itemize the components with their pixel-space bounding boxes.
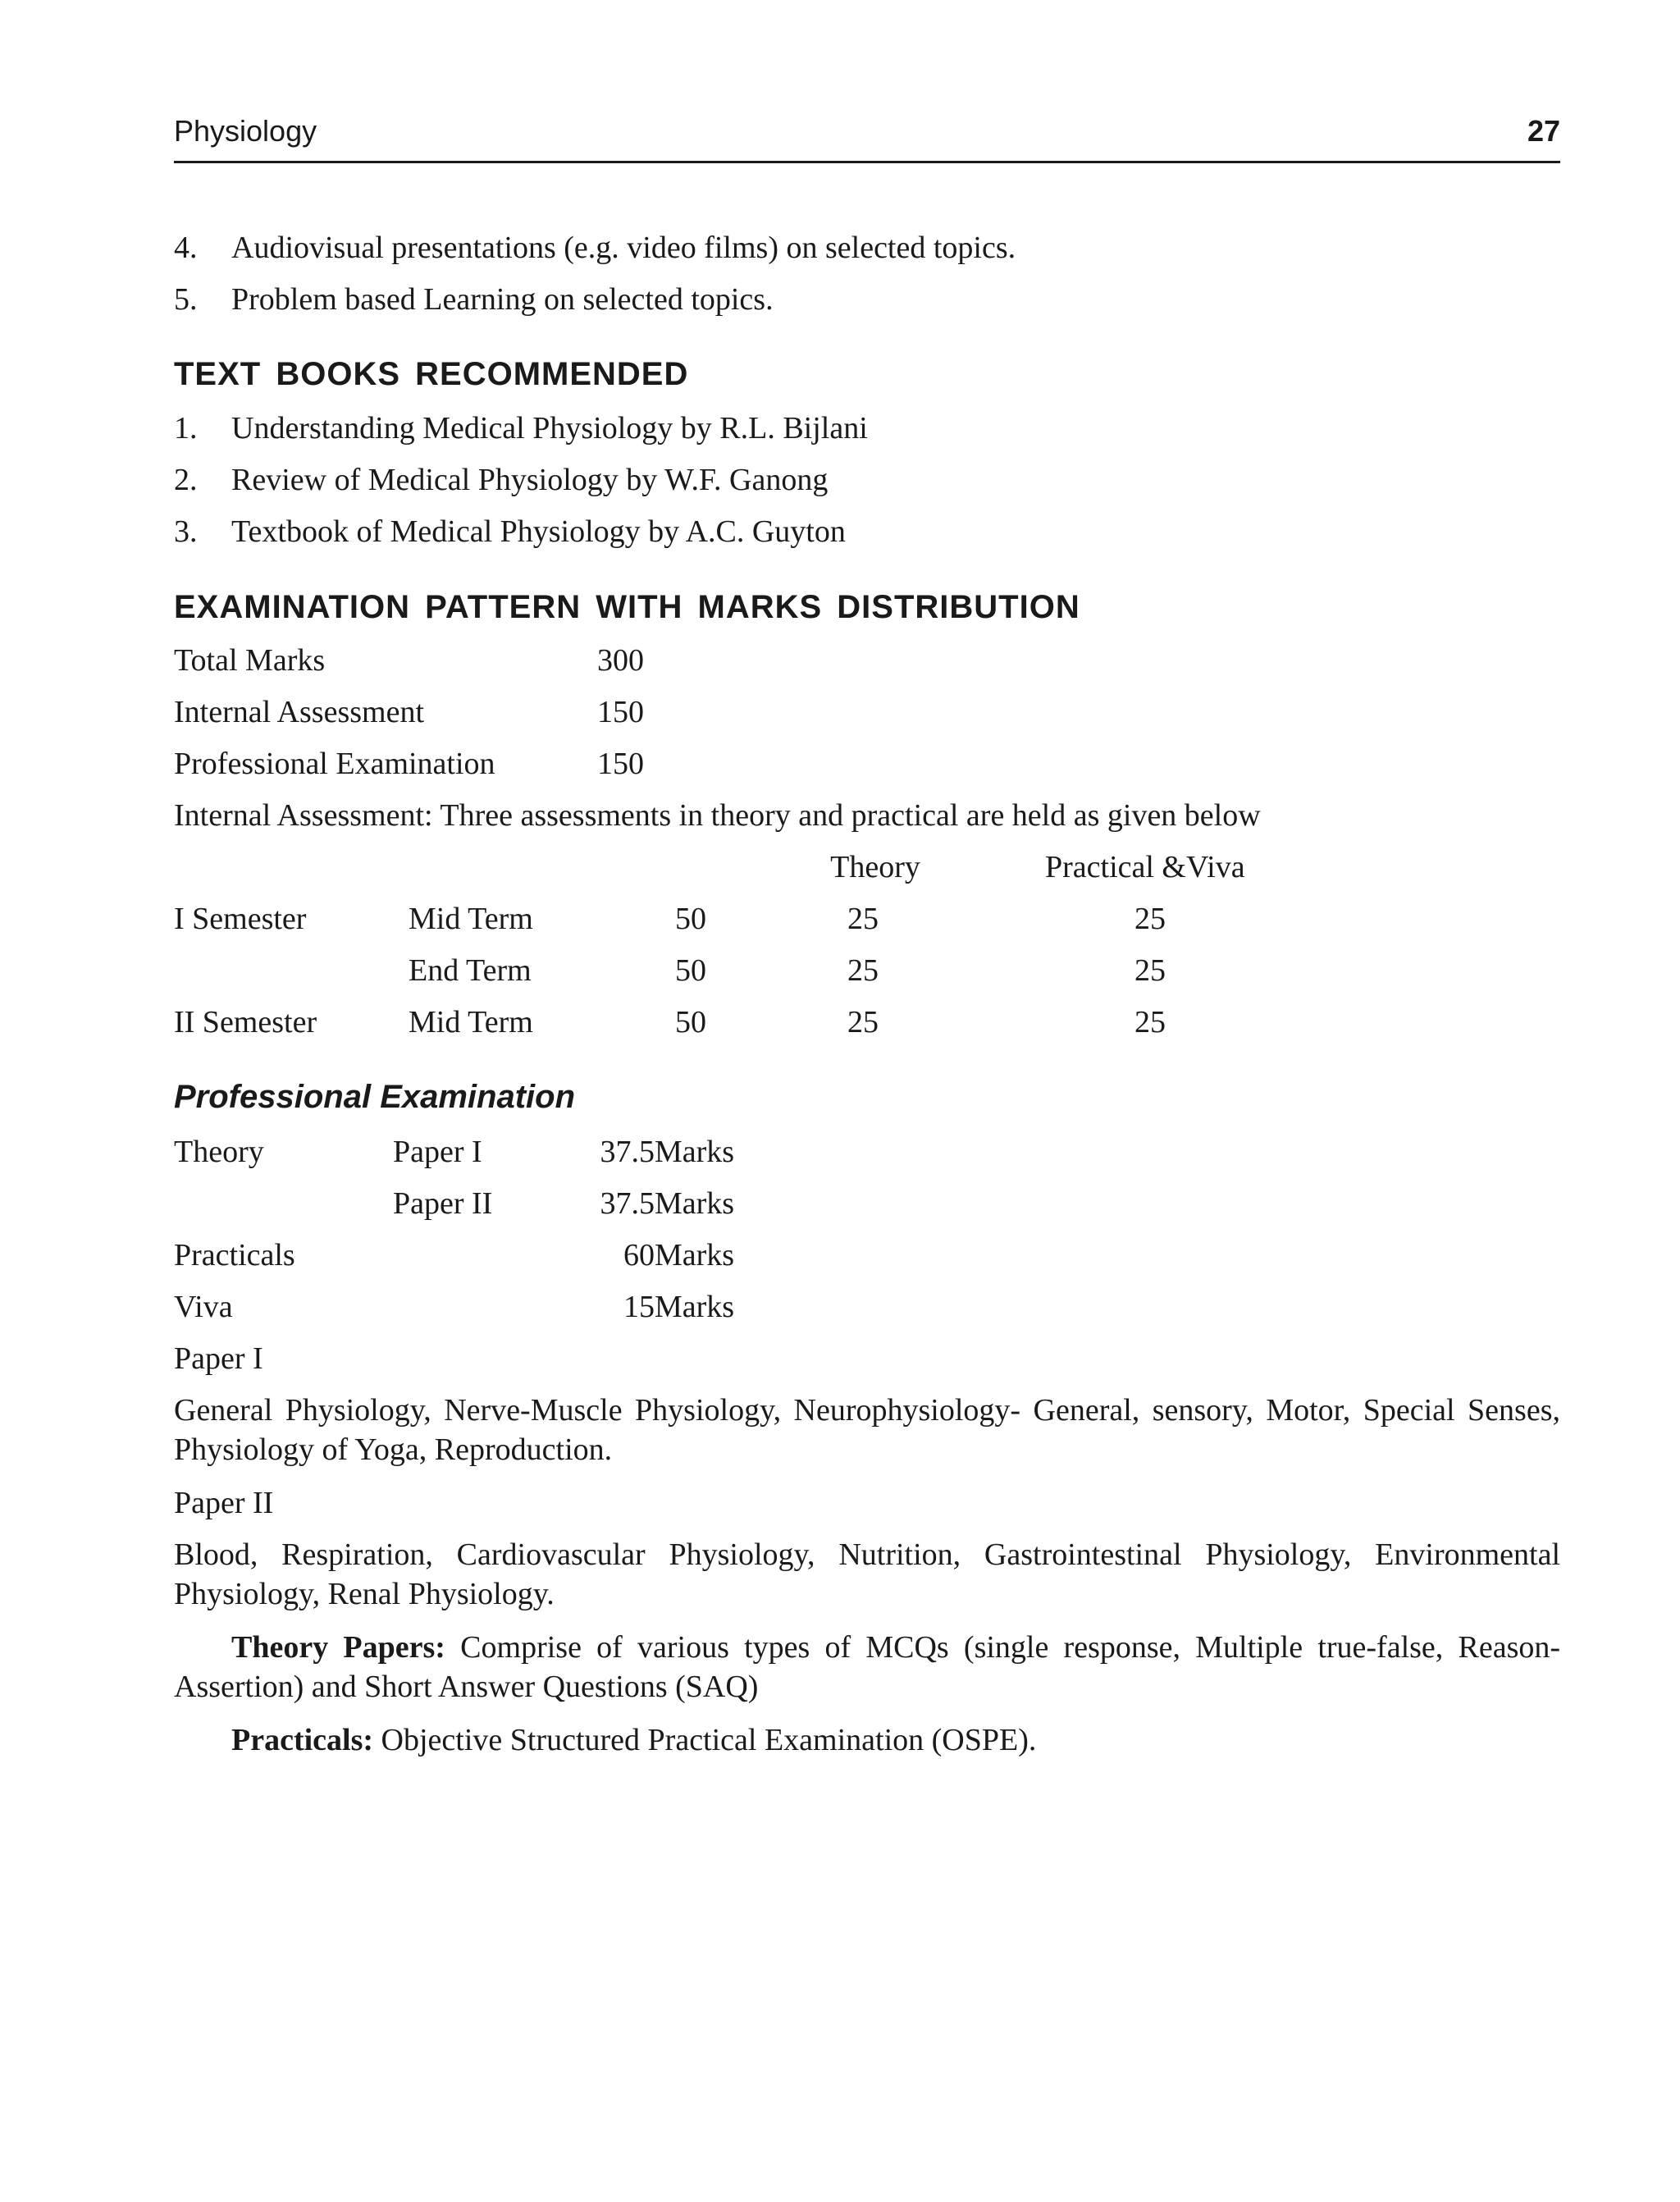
prof-unit-cell: Marks (655, 1238, 735, 1272)
paper-1-syllabus: General Physiology, Nerve-Muscle Physiology, Neurophysiology- General, sensory, Motor, Special Senses, Physiology of Yoga, Reproduction. (174, 1393, 1560, 1467)
exam-heading: EXAMINATION PATTERN WITH MARKS DISTRIBUTION (174, 589, 1080, 625)
totals-value: 150 (597, 695, 644, 729)
running-header (174, 108, 1560, 163)
totals-label: Total Marks (174, 643, 326, 678)
professional-exam-heading: Professional Examination (174, 1079, 576, 1115)
theory-papers-paragraph (174, 1628, 1560, 1706)
term-cell: Mid Term (409, 902, 533, 936)
total-cell: 50 (675, 953, 706, 988)
practical-cell: 25 (1134, 953, 1166, 988)
prof-paper-cell: Paper I (393, 1135, 482, 1169)
totals-value: 300 (597, 643, 644, 678)
theory-cell: 25 (847, 953, 879, 988)
theory-cell: 25 (847, 902, 879, 936)
prof-marks-cell: 15 (623, 1290, 655, 1324)
list-item-number: 5. (174, 282, 198, 317)
column-header-practical: Practical &Viva (1045, 850, 1245, 884)
list-item-number: 4. (174, 231, 198, 265)
prof-marks-cell: 60 (623, 1238, 655, 1272)
prof-paper-cell: Paper II (393, 1186, 493, 1221)
theory-papers-label: Theory Papers: (231, 1630, 445, 1665)
prof-label-cell: Theory (174, 1135, 264, 1169)
list-item-text: Review of Medical Physiology by W.F. Ganong (231, 463, 829, 497)
list-item-text: Textbook of Medical Physiology by A.C. Guyton (231, 514, 846, 549)
paper-1-title: Paper I (174, 1341, 263, 1376)
practicals-label: Practicals: (231, 1723, 374, 1757)
theory-papers-text: Comprise of various types of MCQs (single response, Multiple true-false, Reason-Assertion) and Short Answer Questions (SAQ) (174, 1630, 1561, 1704)
paper-2-syllabus: Blood, Respiration, Cardiovascular Physiology, Nutrition, Gastrointestinal Physiology, Environmental Physiology, Renal Physiology. (174, 1537, 1560, 1611)
list-item-number: 1. (174, 411, 198, 445)
list-item-text: Problem based Learning on selected topics. (231, 282, 774, 317)
totals-label: Internal Assessment (174, 695, 425, 729)
prof-unit-cell: Marks (655, 1135, 735, 1169)
theory-cell: 25 (847, 1005, 879, 1039)
header-title: Physiology (174, 114, 317, 148)
practical-cell: 25 (1134, 1005, 1166, 1039)
term-cell: Mid Term (409, 1005, 533, 1039)
semester-cell: I Semester (174, 902, 307, 936)
totals-value: 150 (597, 747, 644, 781)
list-item-number: 2. (174, 463, 198, 497)
textbooks-heading: TEXT BOOKS RECOMMENDED (174, 356, 689, 392)
list-item-number: 3. (174, 514, 198, 549)
document-page (174, 0, 1560, 2202)
totals-label: Professional Examination (174, 747, 495, 781)
prof-label-cell: Viva (174, 1290, 233, 1324)
prof-marks-cell: 37.5 (600, 1186, 655, 1221)
page-number: 27 (1527, 114, 1560, 148)
term-cell: End Term (409, 953, 532, 988)
paper-2-title: Paper II (174, 1486, 274, 1520)
list-item-text: Audiovisual presentations (e.g. video films) on selected topics. (231, 231, 1016, 265)
semester-cell: II Semester (174, 1005, 317, 1039)
total-cell: 50 (675, 902, 706, 936)
practical-cell: 25 (1134, 902, 1166, 936)
total-cell: 50 (675, 1005, 706, 1039)
column-header-theory: Theory (830, 850, 920, 884)
internal-assessment-intro: Internal Assessment: Three assessments in theory and practical are held as given below (174, 798, 1261, 833)
practicals-text: Objective Structured Practical Examination (OSPE). (373, 1723, 1037, 1757)
prof-marks-cell: 37.5 (600, 1135, 655, 1169)
list-item-text: Understanding Medical Physiology by R.L. Bijlani (231, 411, 868, 445)
prof-label-cell: Practicals (174, 1238, 295, 1272)
practicals-paragraph (174, 1720, 1560, 1760)
prof-unit-cell: Marks (655, 1186, 735, 1221)
prof-unit-cell: Marks (655, 1290, 735, 1324)
